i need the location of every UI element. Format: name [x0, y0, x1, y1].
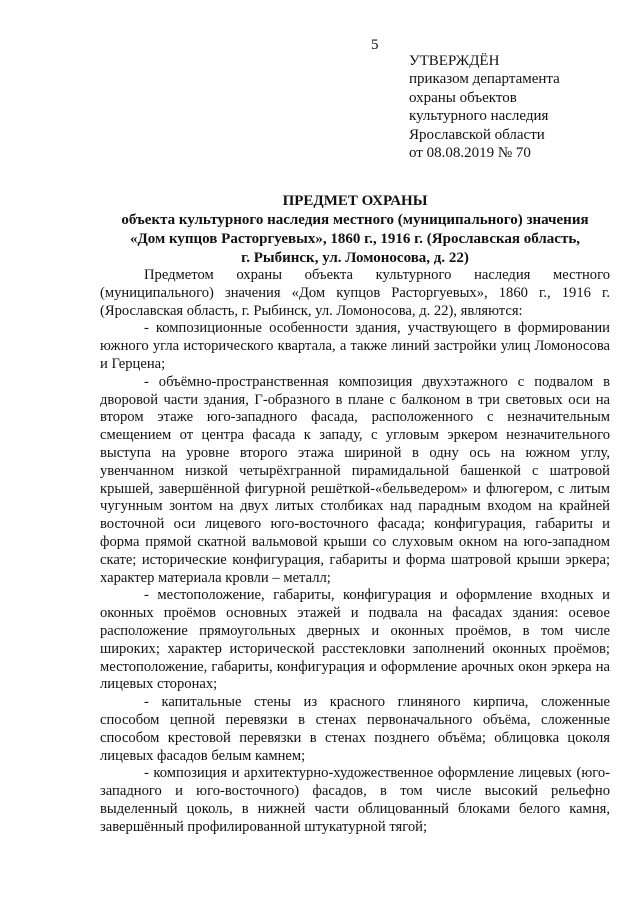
list-item: - композиционные особенности здания, участвующего в формировании южного угла исторического квартала, а также линий застройки улиц Ломоносова и Герцена; — [100, 320, 610, 372]
list-item: - капитальные стены из красного глиняного кирпича, сложенные способом цепной перевязки в стенах первоначального объёма, сложенные способом крестовой перевязки в стенах позднего объёма; облицовка цоколя лицевых фасадов белым камнем; — [100, 694, 610, 764]
approval-line: от 08.08.2019 № 70 — [409, 145, 531, 162]
title-heading: ПРЕДМЕТ ОХРАНЫ — [282, 193, 428, 209]
document-body — [100, 267, 610, 837]
approval-line: УТВЕРЖДЁН — [409, 53, 500, 69]
page-number: 5 — [371, 37, 379, 53]
approval-stamp — [409, 52, 619, 162]
approval-line: культурного наследия — [409, 108, 549, 125]
title-line: «Дом купцов Расторгуевых», 1860 г., 1916 г. (Ярославская область, — [129, 231, 581, 247]
list-item: - местоположение, габариты, конфигурация и оформление входных и оконных проёмов основных этажей и подвала на фасадах здания: осевое расположение прямоугольных дверных и оконных проёмов, в том числе широких; характер исторической расстекловки заполнений оконных проёмов; местоположение, габариты, конфигурация и оформление арочных окон эркера на лицевых сторонах; — [100, 587, 610, 693]
intro-paragraph: Предметом охраны объекта культурного наследия местного (муниципального) значения «Дом купцов Расторгуевых», 1860 г., 1916 г. (Ярославская область, г. Рыбинск, ул. Ломоносова, д. 22), являются: — [100, 267, 610, 319]
list-item: - объёмно-пространственная композиция двухэтажного с подвалом в дворовой части здания, Г-образного в плане с балконом в три световых оси на втором этаже юго-западного фасада, расположенного с незначительным смещением от центра фасада к западу, с угловым эркером незначительного выступа на уровне второго этажа шириной в одну ось на южном углу, увенчанном низкой четырёхгранной пирамидальной башенкой с шатровой крышей, завершённой фигурной решёткой-«бельведером» и флюгером, с литым чугунным зонтом на двух литых столбиках над парадным входом на крайней восточной оси лицевого юго-восточного фасада; конфигурация, габариты и форма прямой скатной вальмовой крыши со слуховым окном на юго-западном скате; исторические конфигурация, габариты и форма шатровой крыши эркера; характер материала кровли – металл; — [100, 373, 610, 586]
approval-line: Ярославской области — [409, 126, 545, 143]
document-title — [100, 192, 610, 268]
list-item: - композиция и архитектурно-художественное оформление лицевых (юго-западного и юго-восточного) фасадов, в том числе высокий рельефно выделенный цоколь, в нижней части облицованный блоками белого камня, завершённый профилированной штукатурной тягой; — [100, 765, 610, 835]
title-line: г. Рыбинск, ул. Ломоносова, д. 22) — [241, 250, 469, 266]
title-line: объекта культурного наследия местного (муниципального) значения — [121, 212, 589, 228]
approval-line: приказом департамента — [409, 71, 560, 88]
approval-line: охраны объектов — [409, 89, 517, 106]
